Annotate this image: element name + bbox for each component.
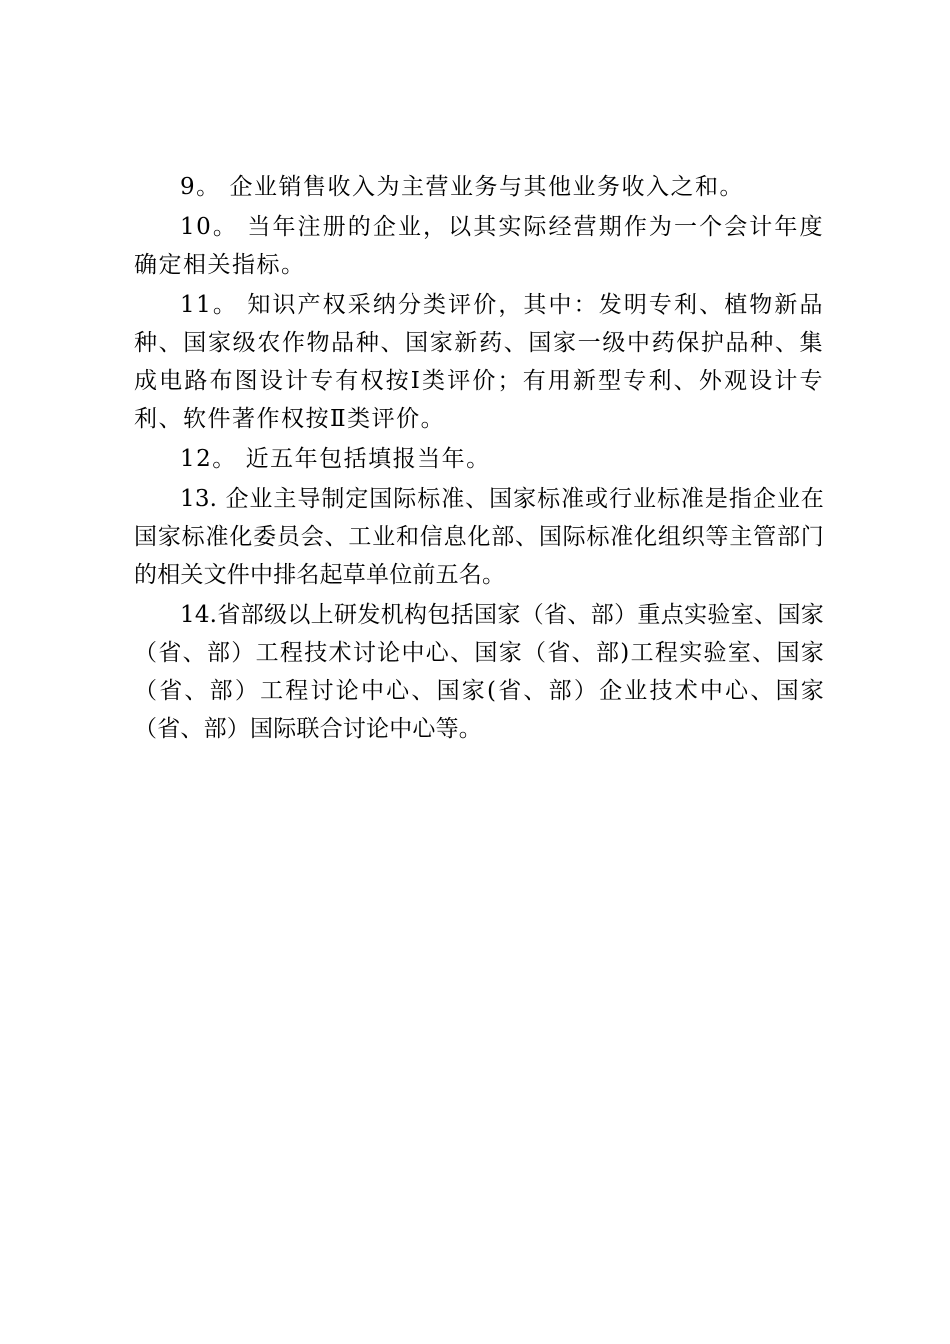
paragraph-10: 10。 当年注册的企业，以其实际经营期作为一个会计年度确定相关指标。 — [134, 214, 824, 278]
paragraph-14: 14.省部级以上研发机构包括国家（省、部）重点实验室、国家（省、部）工程技术讨论中心、国家（省、部)工程实验室、国家（省、部）工程讨论中心、国家(省、部）企业技术中心、国家（省、部）国际联合讨论中心等。 — [134, 602, 824, 742]
paragraph-12: 12。 近五年包括填报当年。 — [180, 446, 491, 472]
document-body — [134, 168, 824, 750]
paragraph-9: 9。 企业销售收入为主营业务与其他业务收入之和。 — [180, 174, 744, 200]
paragraph-11: 11。 知识产权采纳分类评价，其中：发明专利、植物新品种、国家级农作物品种、国家新药、国家一级中药保护品种、集成电路布图设计专有权按Ⅰ类评价；有用新型专利、外观设计专利、软件著作权按Ⅱ类评价。 — [134, 292, 824, 432]
paragraph-13: 13. 企业主导制定国际标准、国家标准或行业标准是指企业在国家标准化委员会、工业和信息化部、国际标准化组织等主管部门的相关文件中排名起草单位前五名。 — [134, 486, 824, 588]
